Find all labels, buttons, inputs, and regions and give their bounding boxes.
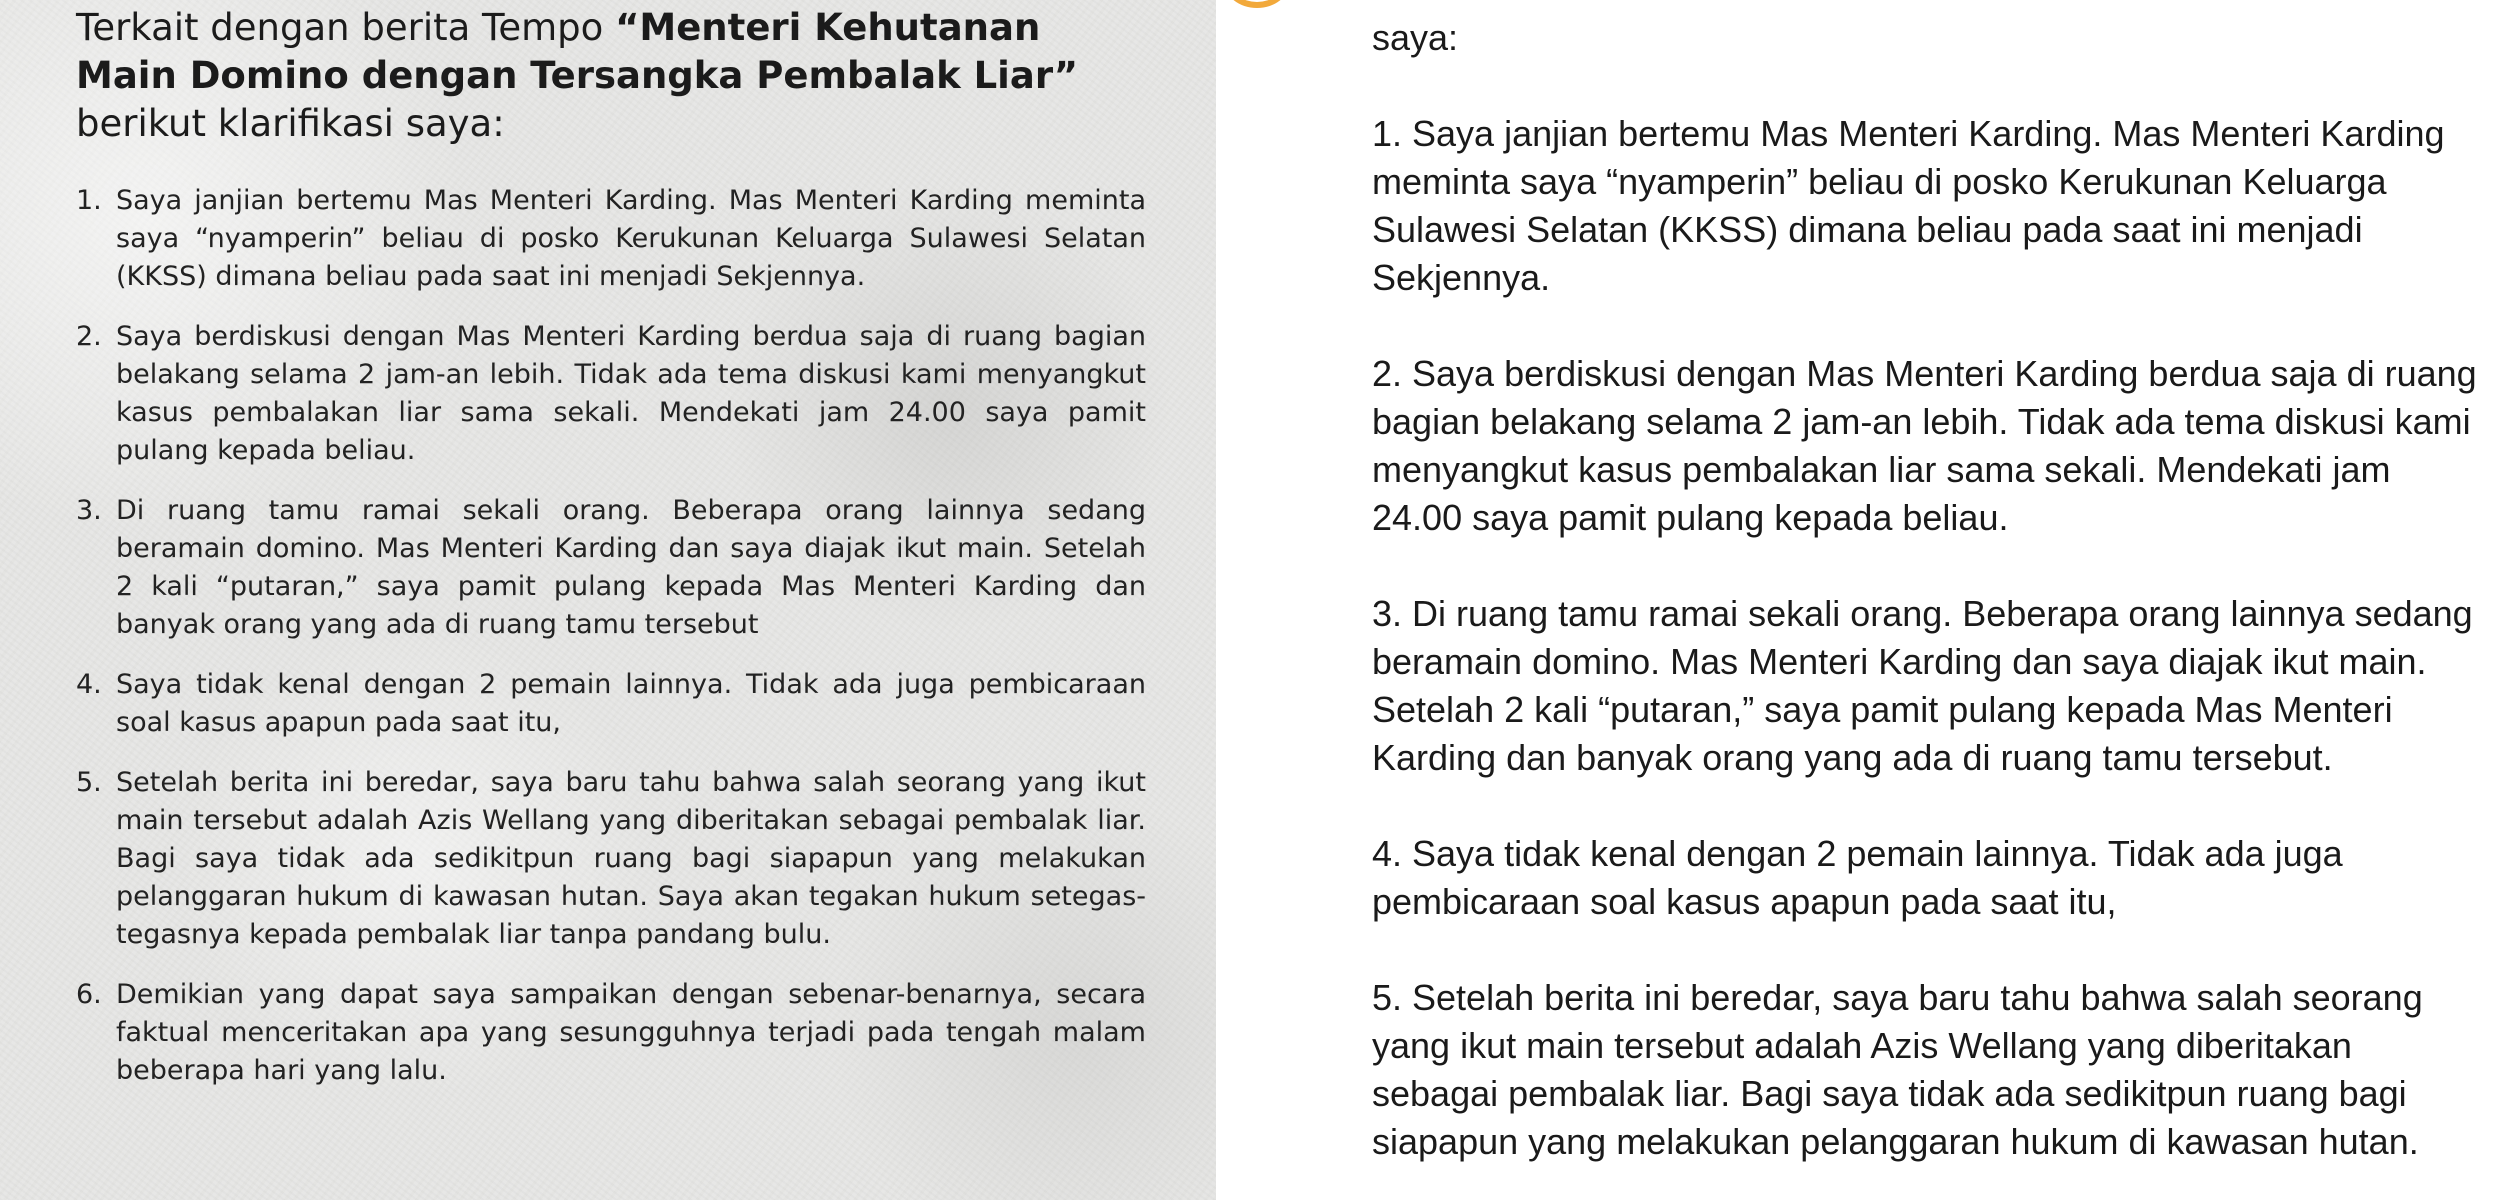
post-body-list: [1372, 110, 2482, 1166]
post-paragraph: 1. Saya janjian bertemu Mas Menteri Karding. Mas Menteri Karding meminta saya “nyamperin” beliau di posko Kerukunan Keluarga Sulawesi Selatan (KKSS) dimana beliau pada saat ini menjadi Sekjennya.: [1372, 113, 2445, 298]
statement-item-number: 2.: [76, 321, 102, 352]
statement-item-number: 5.: [76, 767, 102, 798]
statement-image-card: [0, 0, 1216, 1200]
statement-item-text: Di ruang tamu ramai sekali orang. Beberapa orang lainnya sedang beramain domino. Mas Menteri Karding dan saya diajak ikut main. Setelah 2 kali “putaran,” saya pamit pulang kepada Mas Menteri Karding dan banyak orang yang ada di ruang tamu tersebut: [116, 495, 1146, 640]
statement-item-text: Demikian yang dapat saya sampaikan dengan sebenar-benarnya, secara faktual menceritakan apa yang sesungguhnya terjadi pada tengah malam beberapa hari yang lalu.: [116, 979, 1146, 1086]
statement-item: [76, 492, 1146, 644]
post-paragraph: 5. Setelah berita ini beredar, saya baru tahu bahwa salah seorang yang ikut main tersebut adalah Azis Wellang yang diberitakan sebagai pembalak liar. Bagi saya tidak ada sedikitpun ruang bagi siapapun yang melakukan pelanggaran hukum di kawasan hutan.: [1372, 977, 2423, 1162]
statement-item-text: Saya janjian bertemu Mas Menteri Karding. Mas Menteri Karding meminta saya “nyamperin” beliau di posko Kerukunan Keluarga Sulawesi Selatan (KKSS) dimana beliau pada saat ini menjadi Sekjennya.: [116, 185, 1146, 292]
statement-item-number: 1.: [76, 185, 102, 216]
statement-item-text: Saya tidak kenal dengan 2 pemain lainnya. Tidak ada juga pembicaraan soal kasus apapun pada saat itu,: [116, 669, 1146, 738]
heading-outro-text: berikut klarifikasi saya:: [76, 102, 505, 145]
statement-list: [76, 182, 1146, 1090]
statement-item-number: 3.: [76, 495, 102, 526]
statement-item: [76, 182, 1146, 296]
statement-item-number: 4.: [76, 669, 102, 700]
statement-item: [76, 764, 1146, 954]
post-lead-text: saya:: [1372, 17, 1459, 58]
statement-item-number: 6.: [76, 979, 102, 1010]
post-paragraph: 2. Saya berdiskusi dengan Mas Menteri Karding berdua saja di ruang bagian belakang selama 2 jam-an lebih. Tidak ada tema diskusi kami menyangkut kasus pembalakan liar sama sekali. Mendekati jam 24.00 saya pamit pulang kepada beliau.: [1372, 353, 2477, 538]
avatar[interactable]: [1224, 0, 1290, 8]
statement-heading: [76, 0, 1146, 148]
statement-item-text: Saya berdiskusi dengan Mas Menteri Karding berdua saja di ruang bagian belakang selama 2 jam-an lebih. Tidak ada tema diskusi kami menyangkut kasus pembalakan liar sama sekali. Mendekati jam 24.00 saya pamit pulang kepada beliau.: [116, 321, 1146, 466]
statement-item-text: Setelah berita ini beredar, saya baru tahu bahwa salah seorang yang ikut main tersebut adalah Azis Wellang yang diberitakan sebagai pembalak liar. Bagi saya tidak ada sedikitpun ruang bagi siapapun yang melakukan pelanggaran hukum di kawasan hutan. Saya akan tegakan hukum setegas-tegasnya kepada pembalak liar tanpa pandang bulu.: [116, 767, 1146, 950]
post-paragraph: 4. Saya tidak kenal dengan 2 pemain lainnya. Tidak ada juga pembicaraan soal kasus apapun pada saat itu,: [1372, 833, 2343, 922]
statement-item: [76, 976, 1146, 1090]
statement-item: [76, 666, 1146, 742]
post-paragraph: 3. Di ruang tamu ramai sekali orang. Beberapa orang lainnya sedang beramain domino. Mas Menteri Karding dan saya diajak ikut main. Setelah 2 kali “putaran,” saya pamit pulang kepada Mas Menteri Karding dan banyak orang yang ada di ruang tamu tersebut.: [1372, 593, 2473, 778]
post-text-panel: [1216, 0, 2500, 1200]
heading-intro-text: Terkait dengan berita Tempo: [76, 6, 616, 49]
heading-news-title: “Menteri Kehutanan Main Domino dengan Tersangka Pembalak Liar”: [76, 6, 1079, 97]
statement-item: [76, 318, 1146, 470]
